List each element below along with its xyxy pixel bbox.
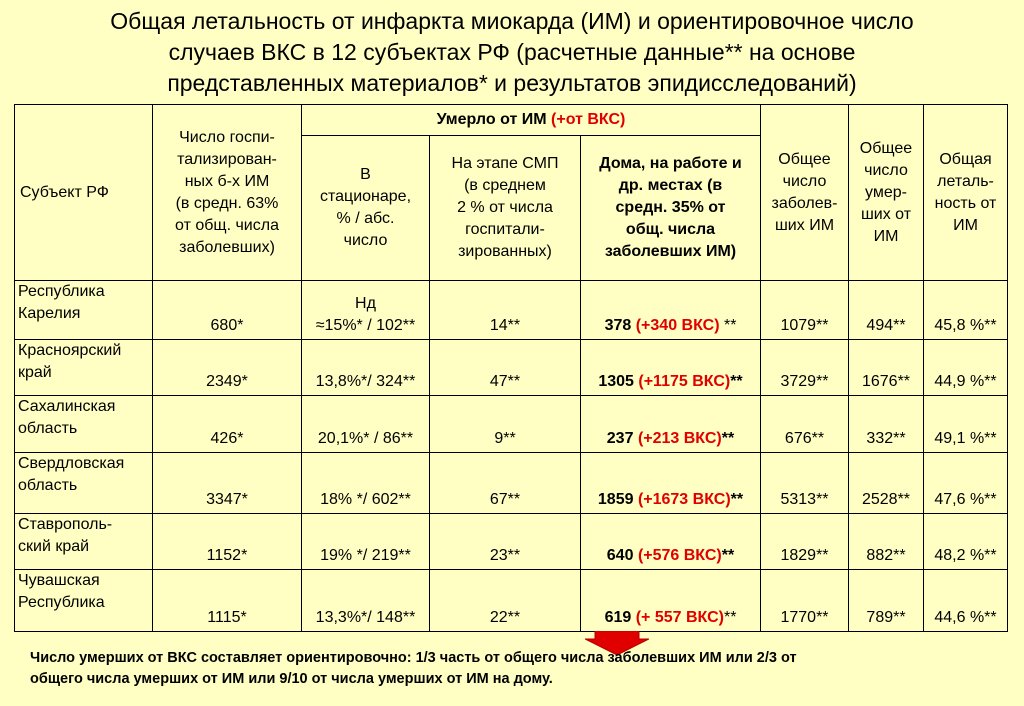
- header-line: (в средн. 63%: [175, 194, 279, 212]
- cell-hospitalized: 3347*: [153, 453, 302, 514]
- cell-mortality: 44,6 %**: [924, 570, 1008, 632]
- cell-home-suffix: **: [730, 373, 743, 390]
- cell-subject: [15, 570, 153, 632]
- header-line: стационаре,: [319, 188, 412, 205]
- cell-home-value: 619: [604, 609, 632, 626]
- footnote: [30, 648, 990, 690]
- header-line: ных б-х ИМ: [184, 172, 270, 190]
- title-line: случаев ВКС в 12 субъектах РФ (расчетные данные** на основе: [168, 39, 856, 65]
- cell-home-suffix: **: [719, 317, 737, 334]
- cell-hospital-value: 13,8%*/ 324**: [315, 373, 416, 390]
- cell-smp: 14**: [430, 281, 581, 340]
- cell-hospitalized: 1115*: [153, 570, 302, 632]
- table-row: [15, 396, 1008, 453]
- cell-home-value: 378: [604, 317, 632, 334]
- footnote-line: Число умерших от ВКС составляет ориентировочно: 1/3 часть от общего числа заболевших ИМ или 2/3 от: [30, 650, 797, 666]
- subject-line: Свердловская: [18, 455, 125, 472]
- cell-total-dead: 789**: [849, 570, 924, 632]
- cell-hospital: [302, 570, 430, 632]
- cell-total-dead: 1676**: [849, 340, 924, 396]
- header-total-dead: [849, 105, 924, 281]
- table-row: [15, 340, 1008, 396]
- cell-hospitalized: 1152*: [153, 514, 302, 570]
- subject-line: область: [18, 420, 78, 437]
- cell-home: [581, 453, 761, 514]
- header-hospital: [302, 136, 430, 281]
- header-hospitalized: [153, 105, 302, 281]
- cell-subject: [15, 396, 153, 453]
- subject-line: Красноярский: [18, 342, 122, 359]
- cell-home-vks: (+340 ВКС): [635, 317, 720, 334]
- header-line: На этапе СМП: [451, 155, 559, 172]
- table-row: [15, 570, 1008, 632]
- header-line: 2 % от числа: [457, 199, 553, 216]
- header-line: число: [782, 172, 827, 190]
- cell-home-suffix: **: [730, 491, 744, 508]
- cell-hospital-value: 13,3%*/ 148**: [315, 609, 416, 626]
- cell-total-dead: 332**: [849, 396, 924, 453]
- cell-home-vks: (+1175 ВКС): [638, 373, 731, 390]
- header-line: Дома, на работе и: [599, 155, 742, 172]
- subject-line: Карелия: [18, 305, 81, 322]
- cell-hospitalized: 426*: [153, 396, 302, 453]
- cell-hospitalized: 680*: [153, 281, 302, 340]
- cell-home-value: 640: [606, 547, 634, 564]
- header-line: заболев-: [771, 194, 838, 212]
- table-row: [15, 514, 1008, 570]
- cell-subject: [15, 514, 153, 570]
- subject-line: Ставрополь-: [18, 516, 113, 533]
- header-line: Число госпи-: [179, 128, 275, 146]
- header-line: зированных): [458, 243, 552, 260]
- header-line: заболевших ИМ): [604, 243, 737, 260]
- page-title: [60, 6, 964, 99]
- cell-subject: [15, 281, 153, 340]
- header-line: Общая: [939, 150, 992, 168]
- header-line: госпитали-: [465, 221, 545, 238]
- header-home: [581, 136, 761, 281]
- cell-home-vks: (+213 ВКС): [637, 430, 722, 447]
- header-line: умер-: [865, 183, 907, 201]
- cell-home-suffix: **: [721, 430, 735, 447]
- header-line: др. местах (в: [618, 177, 723, 194]
- cell-subject: [15, 453, 153, 514]
- header-line: ИМ: [873, 227, 899, 245]
- cell-hospital: [302, 396, 430, 453]
- header-line: (в среднем: [464, 177, 546, 194]
- header-line: ших от: [860, 205, 912, 223]
- header-line: В: [360, 166, 371, 183]
- cell-subject: [15, 340, 153, 396]
- header-line: Общее: [859, 139, 913, 157]
- header-line: % / абс.: [336, 210, 395, 227]
- header-died-group: [302, 105, 761, 136]
- header-line: ИМ: [953, 216, 978, 234]
- cell-home: [581, 514, 761, 570]
- subject-line: Республика: [18, 594, 105, 611]
- subject-line: край: [18, 364, 52, 381]
- subject-line: область: [18, 477, 78, 494]
- cell-hospital: [302, 340, 430, 396]
- cell-hospital-top: Нд: [355, 295, 376, 312]
- cell-total-dead: 2528**: [849, 453, 924, 514]
- header-subject: Субъект РФ: [15, 105, 153, 281]
- cell-smp: 23**: [430, 514, 581, 570]
- table-row: [15, 453, 1008, 514]
- cell-hospital: [302, 281, 430, 340]
- header-line: тализирован-: [177, 150, 277, 168]
- header-smp: [430, 136, 581, 281]
- cell-home: [581, 281, 761, 340]
- cell-mortality: 45,8 %**: [924, 281, 1008, 340]
- header-line: число: [343, 232, 388, 249]
- cell-total-sick: 1829**: [761, 514, 849, 570]
- cell-home: [581, 396, 761, 453]
- cell-mortality: 47,6 %**: [924, 453, 1008, 514]
- cell-home-vks: (+ 557 ВКС): [635, 609, 724, 626]
- cell-hospitalized: 2349*: [153, 340, 302, 396]
- cell-total-sick: 1770**: [761, 570, 849, 632]
- cell-smp: 67**: [430, 453, 581, 514]
- cell-mortality: 49,1 %**: [924, 396, 1008, 453]
- header-line: Общее: [778, 150, 831, 168]
- title-line: Общая летальность от инфаркта миокарда (ИМ) и ориентировочное число: [110, 8, 914, 34]
- cell-hospital: [302, 453, 430, 514]
- title-line: представленных материалов* и результатов эпидисследований): [167, 70, 857, 96]
- header-line: число: [864, 161, 908, 179]
- header-line: средн. 35% от: [615, 199, 726, 216]
- header-died-main: Умерло от ИМ: [436, 111, 552, 128]
- cell-home-suffix: **: [723, 609, 737, 626]
- cell-home-vks: (+1673 ВКС): [637, 491, 731, 508]
- cell-smp: 9**: [430, 396, 581, 453]
- cell-mortality: 48,2 %**: [924, 514, 1008, 570]
- cell-home-value: 237: [606, 430, 634, 447]
- cell-total-sick: 676**: [761, 396, 849, 453]
- cell-total-dead: 882**: [849, 514, 924, 570]
- header-total-sick: [761, 105, 849, 281]
- cell-home-vks: (+576 ВКС): [637, 547, 722, 564]
- subject-line: Чувашская: [18, 572, 100, 589]
- cell-hospital: [302, 514, 430, 570]
- cell-home-suffix: **: [721, 547, 735, 564]
- cell-smp: 22**: [430, 570, 581, 632]
- header-line: общ. числа: [625, 221, 716, 238]
- subject-line: Сахалинская: [18, 398, 116, 415]
- cell-home-value: 1859: [597, 491, 634, 508]
- cell-mortality: 44,9 %**: [924, 340, 1008, 396]
- cell-smp: 47**: [430, 340, 581, 396]
- cell-home-value: 1305: [598, 373, 634, 390]
- cell-home: [581, 340, 761, 396]
- header-line: леталь-: [937, 172, 994, 190]
- cell-hospital-value: ≈15%* / 102**: [315, 317, 416, 334]
- cell-hospital-value: 19% */ 219**: [320, 547, 411, 564]
- mortality-table: [14, 104, 1008, 632]
- header-died-vks: (+от ВКС): [551, 111, 626, 128]
- cell-hospital-value: 18% */ 602**: [320, 491, 411, 508]
- cell-hospital-value: 20,1%* / 86**: [317, 430, 414, 447]
- cell-total-sick: 5313**: [761, 453, 849, 514]
- subject-line: ский край: [18, 538, 90, 555]
- header-line: ность от: [934, 194, 997, 212]
- cell-home: [581, 570, 761, 632]
- footnote-line: общего числа умерших от ИМ или 9/10 от числа умерших от ИМ на дому.: [30, 671, 553, 687]
- header-line: ших ИМ: [774, 216, 835, 234]
- header-line: заболевших): [179, 238, 275, 256]
- cell-total-sick: 1079**: [761, 281, 849, 340]
- cell-total-sick: 3729**: [761, 340, 849, 396]
- header-mortality: [924, 105, 1008, 281]
- header-line: от общ. числа: [175, 216, 279, 234]
- cell-total-dead: 494**: [849, 281, 924, 340]
- table-row: [15, 281, 1008, 340]
- subject-line: Республика: [18, 283, 105, 300]
